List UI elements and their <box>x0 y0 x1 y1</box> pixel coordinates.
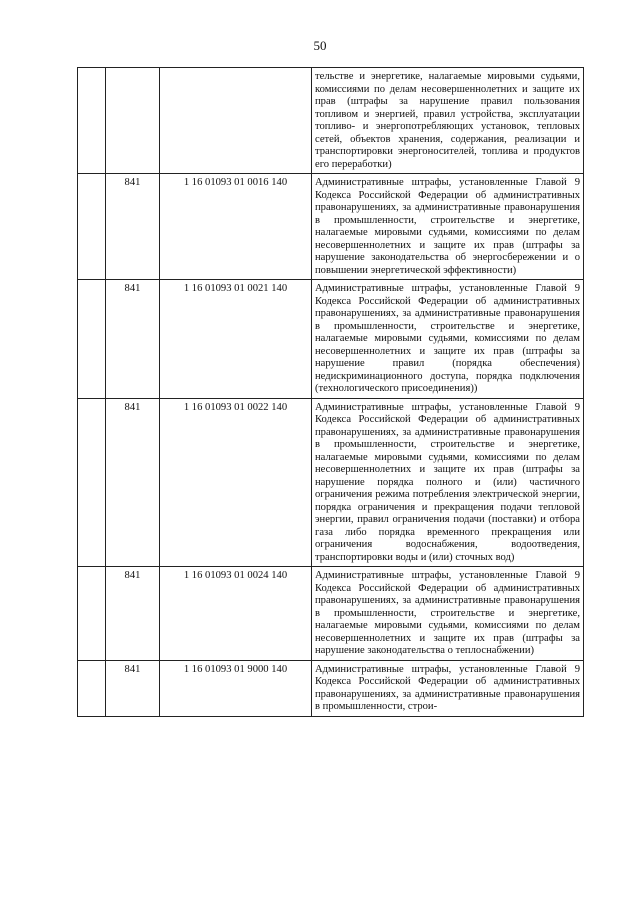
kbk-code-cell: 1 16 01093 01 9000 140 <box>160 660 312 716</box>
kbk-code-cell <box>160 68 312 174</box>
description-cell: тельстве и энергетике, налагаемые мировыми судьями, комиссиями по делам несовершеннолетних и защите их прав (штрафы за нарушение правил пользования топливом и энергией, правил устройства, эксплуатации топливо- и энергопотребляющих установок, тепловых сетей, объектов хранения, содержания, реализации и транспортировки энергоносителей, топлива и продуктов его переработки) <box>312 68 584 174</box>
row-index-cell <box>78 660 106 716</box>
description-cell: Административные штрафы, установленные Главой 9 Кодекса Российской Федерации об административных правонарушениях, за административные правонарушения в промышленности, строительстве и энергетике, налагаемые мировыми судьями, комиссиями по делам несовершеннолетних и защите их прав (штрафы за нарушение правил (порядка обеспечения) недискриминационного доступа, порядка подключения (технологического присоединения)) <box>312 280 584 399</box>
description-cell: Административные штрафы, установленные Главой 9 Кодекса Российской Федерации об административных правонарушениях, за административные правонарушения в промышленности, строительстве и энергетике, налагаемые мировыми судьями, комиссиями по делам несовершеннолетних и защите их прав (штрафы за нарушение законодательства об энергосбережении и о повышении энергетической эффективности) <box>312 174 584 280</box>
row-index-cell <box>78 280 106 399</box>
admin-code-cell: 841 <box>106 660 160 716</box>
admin-code-cell: 841 <box>106 398 160 567</box>
kbk-code-cell: 1 16 01093 01 0024 140 <box>160 567 312 661</box>
admin-code-cell: 841 <box>106 174 160 280</box>
row-index-cell <box>78 174 106 280</box>
description-cell: Административные штрафы, установленные Главой 9 Кодекса Российской Федерации об административных правонарушениях, за административные правонарушения в промышленности, строительстве и энергетике, налагаемые мировыми судьями, комиссиями по делам несовершеннолетних и защите их прав (штрафы за нарушение законодательства о теплоснабжении) <box>312 567 584 661</box>
kbk-code-cell: 1 16 01093 01 0016 140 <box>160 174 312 280</box>
row-index-cell <box>78 68 106 174</box>
table-row <box>78 280 584 399</box>
row-index-cell <box>78 567 106 661</box>
kbk-code-cell: 1 16 01093 01 0022 140 <box>160 398 312 567</box>
table-row <box>78 398 584 567</box>
table-row <box>78 660 584 716</box>
admin-code-cell: 841 <box>106 567 160 661</box>
table-row <box>78 174 584 280</box>
budget-codes-table <box>77 67 584 717</box>
admin-code-cell <box>106 68 160 174</box>
page-number: 50 <box>313 38 327 53</box>
table-row <box>78 68 584 174</box>
description-cell: Административные штрафы, установленные Главой 9 Кодекса Российской Федерации об административных правонарушениях, за административные правонарушения в промышленности, строительстве и энергетике, налагаемые мировыми судьями, комиссиями по делам несовершеннолетних и защите их прав (штрафы за нарушение порядка полного и (или) частичного ограничения режима потребления электрической энергии, порядка ограничения и прекращения подачи тепловой энергии, правил ограничения подачи (поставки) и отбора газа либо порядка временного прекращения или ограничения водоснабжения, водоотведения, транспортировки воды и (или) сточных вод) <box>312 398 584 567</box>
table-row <box>78 567 584 661</box>
description-cell: Административные штрафы, установленные Главой 9 Кодекса Российской Федерации об административных правонарушениях, за административные правонарушения в промышленности, строи- <box>312 660 584 716</box>
kbk-code-cell: 1 16 01093 01 0021 140 <box>160 280 312 399</box>
admin-code-cell: 841 <box>106 280 160 399</box>
row-index-cell <box>78 398 106 567</box>
